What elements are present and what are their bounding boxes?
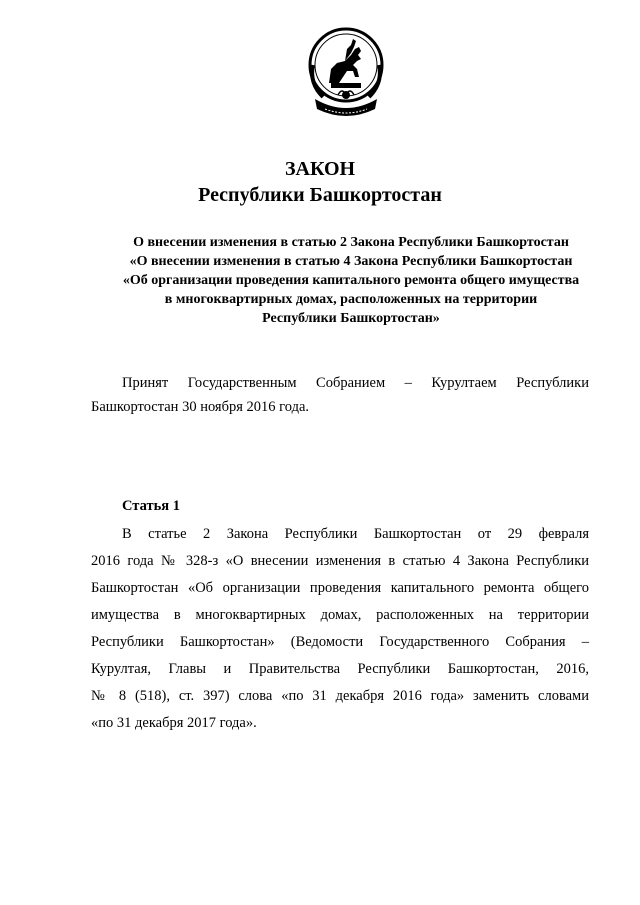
adoption-line: Принят Государственным Собранием – Курултаем Республики — [122, 375, 589, 391]
law-title: ЗАКОН — [284, 158, 356, 180]
law-subtitle: Республики Башкортостан — [198, 184, 442, 206]
adoption-line: Башкортостан 30 ноября 2016 года. — [91, 399, 310, 415]
heading-line: О внесении изменения в статью 2 Закона Республики Башкортостан — [133, 235, 569, 250]
article-line: В статье 2 Закона Республики Башкортостан от 29 февраля — [122, 526, 589, 542]
article-line: Башкортостан «Об организации проведения капитального ремонта общего — [91, 580, 589, 596]
article-body — [91, 521, 589, 737]
heading-line: Республики Башкортостан» — [262, 311, 440, 326]
article-title: Статья 1 — [122, 498, 180, 514]
article-line: «по 31 декабря 2017 года». — [91, 715, 257, 731]
heading-line: «О внесении изменения в статью 4 Закона Республики Башкортостан — [129, 254, 573, 269]
article-line: Курултая, Главы и Правительства Республики Башкортостан, 2016, — [91, 661, 589, 677]
article-line: имущества в многоквартирных домах, расположенных на территории — [91, 607, 589, 623]
coat-of-arms-icon — [301, 25, 391, 123]
heading-line: в многоквартирных домах, расположенных на территории — [164, 292, 538, 307]
article-line: № 8 (518), ст. 397) слова «по 31 декабря 2016 года» заменить словами — [91, 688, 589, 704]
article-line: 2016 года № 328-з «О внесении изменения в статью 4 Закона Республики — [91, 553, 589, 569]
adoption-statement — [91, 371, 589, 419]
article-line: Республики Башкортостан» (Ведомости Государственного Собрания – — [91, 634, 589, 650]
law-heading — [95, 233, 607, 328]
heading-line: «Об организации проведения капитального ремонта общего имущества — [122, 273, 580, 288]
